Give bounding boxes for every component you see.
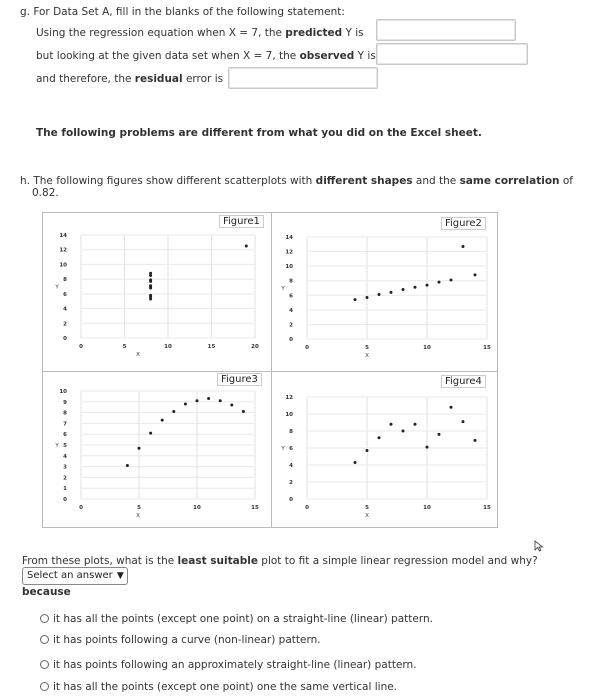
question-g-residual-text: and therefore, the residual error is xyxy=(36,73,224,85)
y-tick-label: 3 xyxy=(63,464,67,471)
x-tick-label: 15 xyxy=(207,344,216,350)
y-tick-label: 12 xyxy=(285,395,293,401)
data-point xyxy=(390,291,393,294)
cursor-icon xyxy=(533,540,545,552)
chevron-down-icon: ▼ xyxy=(116,571,124,581)
x-tick-label: 15 xyxy=(251,505,259,511)
figure1-plot xyxy=(43,213,272,372)
data-point xyxy=(172,410,175,413)
data-point xyxy=(366,449,369,452)
y-tick-label: 4 xyxy=(63,453,67,460)
y-axis-label: Y xyxy=(281,286,285,292)
x-axis-label: X xyxy=(365,353,369,359)
x-axis-label: X xyxy=(365,513,369,519)
x-tick-label: 0 xyxy=(79,505,83,511)
question-h-correlation: 0.82. xyxy=(32,187,59,199)
figure1-title: Figure1 xyxy=(219,215,264,228)
y-axis-label: Y xyxy=(55,443,59,449)
x-tick-label: 10 xyxy=(423,345,431,351)
y-tick-label: 10 xyxy=(285,412,293,418)
y-tick-label: 8 xyxy=(289,278,293,285)
data-point xyxy=(230,404,233,407)
y-tick-label: 4 xyxy=(63,306,67,313)
data-point xyxy=(196,399,199,402)
data-point xyxy=(462,420,465,423)
y-tick-label: 8 xyxy=(289,429,293,435)
x-tick-label: 5 xyxy=(365,505,369,511)
y-tick-label: 0 xyxy=(289,337,293,343)
data-point xyxy=(366,296,369,299)
x-tick-label: 0 xyxy=(305,505,309,511)
y-tick-label: 9 xyxy=(63,399,67,406)
y-tick-label: 0 xyxy=(289,497,293,503)
figure4-plot xyxy=(271,371,497,527)
figure4-chart xyxy=(271,371,497,527)
data-point xyxy=(426,284,429,287)
option-1[interactable]: it has all the points (except one point) on a straight-line (linear) pattern. xyxy=(40,613,433,625)
x-axis-label: X xyxy=(136,513,140,519)
figure1-chart xyxy=(43,213,271,371)
scatterplot-grid xyxy=(42,212,498,528)
figure2-plot xyxy=(271,213,497,372)
data-point xyxy=(402,430,405,433)
y-tick-label: 6 xyxy=(289,446,293,452)
x-tick-label: 5 xyxy=(365,345,369,351)
data-point xyxy=(161,419,164,422)
residual-error-input[interactable] xyxy=(228,67,378,89)
y-tick-label: 8 xyxy=(63,277,67,284)
data-point xyxy=(126,464,129,467)
y-tick-label: 2 xyxy=(289,480,293,486)
x-tick-label: 15 xyxy=(483,505,491,511)
y-tick-label: 6 xyxy=(63,291,67,298)
y-tick-label: 4 xyxy=(289,307,293,314)
x-tick-label: 10 xyxy=(423,505,431,511)
option-3[interactable]: it has points following an approximately straight-line (linear) pattern. xyxy=(40,659,417,671)
data-point xyxy=(149,278,152,281)
data-point xyxy=(207,397,210,400)
data-point xyxy=(426,446,429,449)
answer-select[interactable] xyxy=(22,567,128,585)
y-tick-label: 10 xyxy=(59,262,67,269)
data-point xyxy=(149,432,152,435)
x-tick-label: 20 xyxy=(251,344,259,350)
option-2[interactable]: it has points following a curve (non-linear) pattern. xyxy=(40,634,321,646)
data-point xyxy=(414,423,417,426)
data-point xyxy=(462,245,465,248)
data-point xyxy=(450,278,453,281)
x-tick-label: 10 xyxy=(193,505,201,511)
x-axis-label: X xyxy=(136,352,140,358)
y-tick-label: 5 xyxy=(63,443,67,449)
data-point xyxy=(438,433,441,436)
observed-y-input[interactable] xyxy=(376,43,528,65)
y-tick-label: 0 xyxy=(63,336,67,342)
y-tick-label: 2 xyxy=(289,322,293,329)
figure2-title: Figure2 xyxy=(441,217,486,230)
y-tick-label: 0 xyxy=(63,497,67,503)
figure3-plot xyxy=(43,371,272,527)
answer-select-label: Select an answer xyxy=(27,570,113,581)
x-tick-label: 0 xyxy=(305,345,309,351)
y-tick-label: 2 xyxy=(63,475,67,482)
question-h-text: h. The following figures show different scatterplots with different shapes and the same correlation of xyxy=(20,175,573,187)
data-point xyxy=(378,436,381,439)
data-point xyxy=(390,423,393,426)
y-tick-label: 12 xyxy=(285,249,293,256)
data-point xyxy=(242,410,245,413)
data-point xyxy=(402,288,405,291)
question-g-predicted-text: Using the regression equation when X = 7, the predicted Y is xyxy=(36,27,364,39)
data-point xyxy=(354,298,357,301)
y-tick-label: 10 xyxy=(59,389,67,395)
data-point xyxy=(184,402,187,405)
y-tick-label: 1 xyxy=(63,486,67,493)
excel-notice: The following problems are different from what you did on the Excel sheet. xyxy=(36,127,482,139)
y-tick-label: 14 xyxy=(59,233,67,239)
data-point xyxy=(414,286,417,289)
y-tick-label: 6 xyxy=(289,293,293,300)
question-g-heading: g. For Data Set A, fill in the blanks of the following statement: xyxy=(20,6,345,18)
y-tick-label: 10 xyxy=(285,264,293,271)
data-point xyxy=(378,293,381,296)
question-g-observed-text: but looking at the given data set when X = 7, the observed Y is xyxy=(36,50,376,62)
figure2-chart xyxy=(271,213,497,371)
data-point xyxy=(149,274,152,277)
x-tick-label: 0 xyxy=(79,344,83,350)
data-point xyxy=(450,406,453,409)
y-axis-label: Y xyxy=(281,446,285,452)
figure3-chart xyxy=(43,371,271,527)
y-tick-label: 7 xyxy=(63,421,67,428)
y-tick-label: 12 xyxy=(59,247,67,254)
y-tick-label: 4 xyxy=(289,463,293,469)
data-point xyxy=(438,281,441,284)
x-tick-label: 10 xyxy=(164,344,172,350)
figure3-title: Figure3 xyxy=(217,373,262,386)
y-axis-label: Y xyxy=(55,284,59,291)
x-tick-label: 5 xyxy=(122,344,127,350)
main-question-text: From these plots, what is the least suitable plot to fit a simple linear regression model and why? xyxy=(22,555,538,567)
data-point xyxy=(219,399,222,402)
option-2-radio[interactable] xyxy=(40,635,49,644)
option-4[interactable]: it has all the points (except one point) one the same vertical line. xyxy=(40,681,397,693)
y-tick-label: 2 xyxy=(63,321,67,328)
data-point xyxy=(149,284,152,287)
y-tick-label: 6 xyxy=(63,432,67,439)
option-3-radio[interactable] xyxy=(40,660,49,669)
y-tick-label: 8 xyxy=(63,410,67,417)
data-point xyxy=(354,461,357,464)
data-point xyxy=(474,439,477,442)
figure4-title: Figure4 xyxy=(441,375,486,388)
because-label: because xyxy=(22,586,71,598)
option-1-radio[interactable] xyxy=(40,614,49,623)
data-point xyxy=(149,295,152,298)
predicted-y-input[interactable] xyxy=(376,19,516,41)
option-4-radio[interactable] xyxy=(40,682,49,691)
data-point xyxy=(245,245,248,248)
data-point xyxy=(474,273,477,276)
data-point xyxy=(138,447,141,450)
y-tick-label: 14 xyxy=(285,235,293,241)
x-tick-label: 15 xyxy=(483,345,491,351)
x-tick-label: 5 xyxy=(137,505,141,511)
